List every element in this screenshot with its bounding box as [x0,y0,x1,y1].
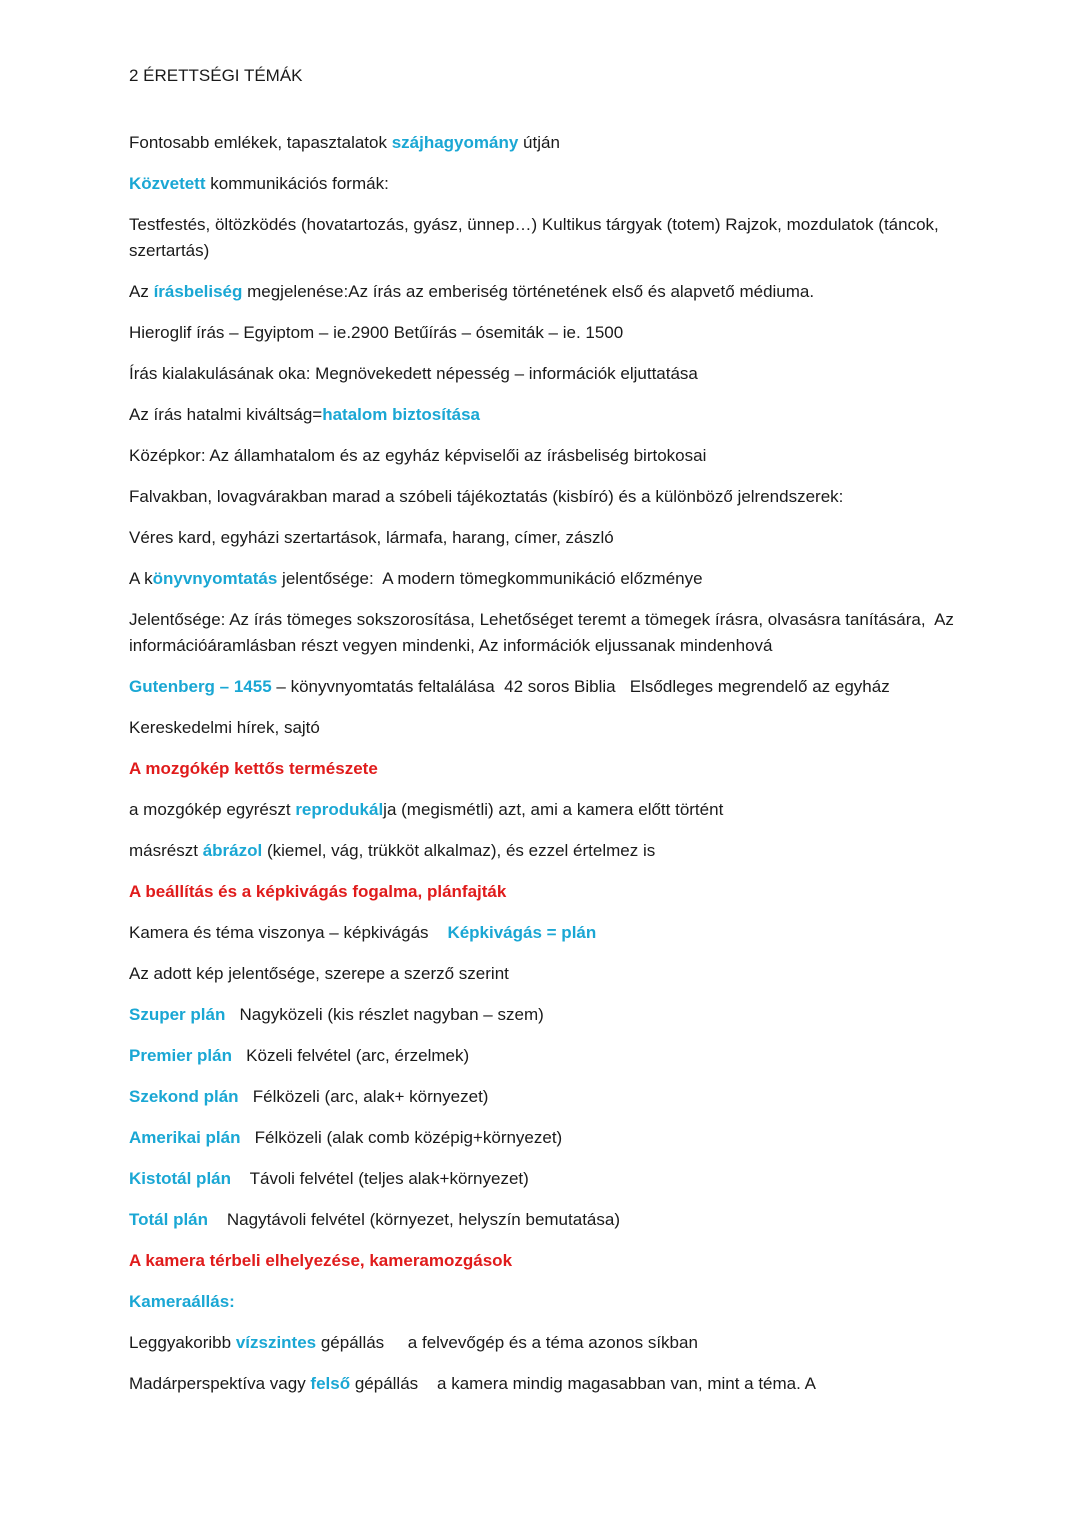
text-line [129,320,959,346]
highlight-term: Amerikai plán [129,1128,241,1147]
text-segment: Testfestés, öltözködés (hovatartozás, gyász, ünnep…) Kultikus tárgyak (totem) Rajzok, mozdulatok (táncok, szertartás) [129,215,944,260]
text-line [129,756,959,782]
text-segment: Félközeli (arc, alak+ környezet) [238,1087,489,1106]
highlight-term: Kameraállás: [129,1292,235,1311]
text-line [129,715,959,741]
highlight-term: Kistotál plán [129,1169,232,1188]
text-line [129,1043,959,1069]
text-segment: A k [129,569,153,588]
highlight-term: hatalom biztosítása [322,405,480,424]
text-segment: Madárperspektíva vagy [129,1374,311,1393]
document-body [129,130,959,1412]
highlight-term: Szekond plán [129,1087,239,1106]
text-line [129,879,959,905]
text-line [129,797,959,823]
text-line [129,566,959,592]
text-line [129,1125,959,1151]
text-segment: Véres kard, egyházi szertartások, lármafa, harang, címer, zászló [129,528,614,547]
text-line [129,1289,959,1315]
text-segment: a mozgókép egyrészt [129,800,296,819]
section-heading: A kamera térbeli elhelyezése, kameramozgások [129,1251,513,1270]
highlight-term: Közvetett [129,174,206,193]
text-segment: Nagyközeli (kis részlet nagyban – szem) [225,1005,544,1024]
text-segment: Távoli felvétel (teljes alak+környezet) [231,1169,529,1188]
text-segment: kommunikációs formák: [205,174,389,193]
text-segment: Közeli felvétel (arc, érzelmek) [232,1046,470,1065]
section-heading: A beállítás és a képkivágás fogalma, plánfajták [129,882,507,901]
highlight-term: vízszintes [235,1333,317,1352]
text-line [129,1166,959,1192]
text-segment: Félközeli (alak comb középig+környezet) [240,1128,563,1147]
text-segment: Kamera és téma viszonya – képkivágás [129,923,448,942]
text-segment: Hieroglif írás – Egyiptom – ie.2900 Betűírás – ósemiták – ie. 1500 [129,323,624,342]
text-line [129,402,959,428]
text-segment: Falvakban, lovagvárakban marad a szóbeli tájékoztatás (kisbíró) és a különböző jelrendszerek: [129,487,844,506]
text-segment: Leggyakoribb [129,1333,236,1352]
text-line [129,130,959,156]
text-line [129,1084,959,1110]
text-line [129,920,959,946]
text-line [129,525,959,551]
highlight-term: Gutenberg – 1455 [129,677,272,696]
text-segment: Az [129,282,154,301]
text-line [129,607,959,659]
highlight-term: Totál plán [129,1210,209,1229]
text-segment: Középkor: Az államhatalom és az egyház képviselői az írásbeliség birtokosai [129,446,707,465]
text-segment: megjelenése:Az írás az emberiség történetének első és alapvető médiuma. [242,282,815,301]
text-line [129,361,959,387]
text-segment: Jelentősége: Az írás tömeges sokszorosítása, Lehetőséget teremt a tömegek írásra, olvasásra tanítására, Az információáramlásban részt vegyen mindenki, Az információk eljussanak mindenhová [129,610,959,655]
highlight-term: Képkivágás = plán [447,923,597,942]
text-line [129,484,959,510]
highlight-term: felső [310,1374,351,1393]
text-line [129,1248,959,1274]
page-header: 2 ÉRETTSÉGI TÉMÁK [129,66,303,85]
section-heading: A mozgókép kettős természete [129,759,378,778]
highlight-term: önyvnyomtatás [152,569,278,588]
text-line [129,674,959,700]
text-segment: Fontosabb emlékek, tapasztalatok [129,133,392,152]
text-segment: Az írás hatalmi kiváltság= [129,405,323,424]
text-line [129,279,959,305]
text-line [129,1330,959,1356]
text-line [129,443,959,469]
highlight-term: Szuper plán [129,1005,226,1024]
text-segment: – könyvnyomtatás feltalálása 42 soros Biblia Elsődleges megrendelő az egyház [271,677,890,696]
text-line [129,171,959,197]
highlight-term: Premier plán [129,1046,232,1065]
text-segment: másrészt [129,841,203,860]
highlight-term: szájhagyomány [391,133,519,152]
highlight-term: reprodukál [295,800,384,819]
text-segment: Az adott kép jelentősége, szerepe a szerző szerint [129,964,509,983]
text-line [129,838,959,864]
text-segment: Írás kialakulásának oka: Megnövekedett népesség – információk eljuttatása [129,364,698,383]
text-line [129,1002,959,1028]
text-segment: útján [518,133,560,152]
text-segment: ja (megismétli) azt, ami a kamera előtt történt [383,800,724,819]
text-segment: Kereskedelmi hírek, sajtó [129,718,320,737]
text-segment: gépállás a kamera mindig magasabban van, mint a téma. A [350,1374,816,1393]
highlight-term: ábrázol [202,841,263,860]
text-line [129,961,959,987]
text-segment: (kiemel, vág, trükköt alkalmaz), és ezzel értelmez is [262,841,656,860]
text-segment: Nagytávoli felvétel (környezet, helyszín bemutatása) [208,1210,620,1229]
text-segment: gépállás a felvevőgép és a téma azonos síkban [316,1333,698,1352]
text-line [129,1371,959,1397]
highlight-term: írásbeliség [153,282,243,301]
text-line [129,1207,959,1233]
text-line [129,212,959,264]
text-segment: jelentősége: A modern tömegkommunikáció előzménye [277,569,703,588]
